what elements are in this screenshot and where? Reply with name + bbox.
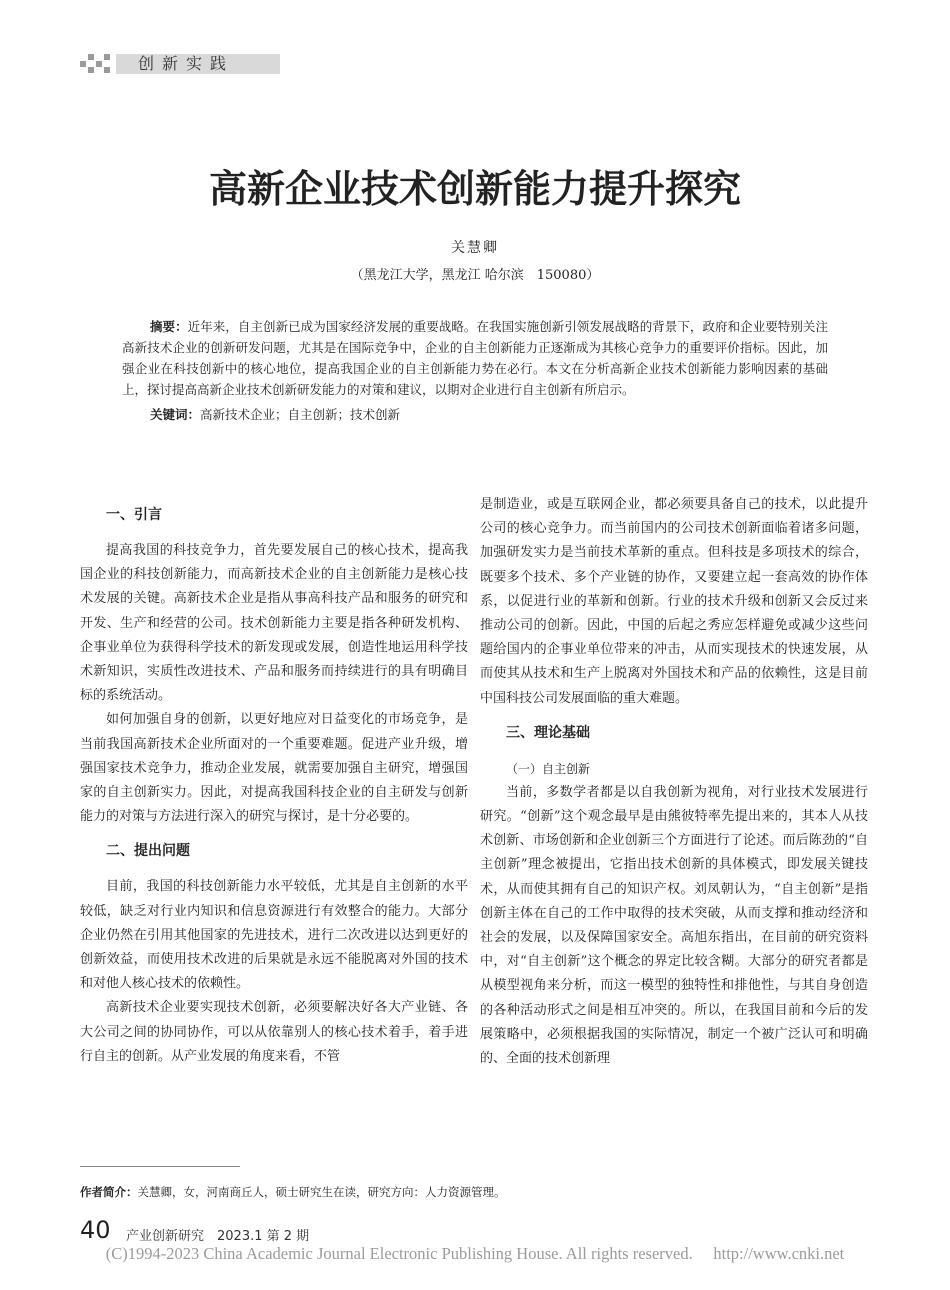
left-column bbox=[80, 493, 468, 1069]
paper-title: 高新企业技术创新能力提升探究 bbox=[208, 167, 741, 211]
subsection-heading: （一）自主创新 bbox=[506, 761, 591, 776]
paragraph: 如何加强自身的创新，以更好地应对日益变化的市场竞争，是当前我国高新技术企业所面对的一个重要难题。促进产业升级，增强国家技术竞争力，推动企业发展，就需要加强自主研究，增强国家的自主创新实力。因此，对提高我国科技企业的自主研发与创新能力的对策与方法进行深入的研究与探讨，是十分必要的。 bbox=[80, 712, 468, 825]
section-heading-theory: 三、理论基础 bbox=[506, 724, 590, 741]
abstract-label: 摘要： bbox=[150, 319, 188, 334]
footnote-divider bbox=[80, 1166, 240, 1167]
section-label: 创新实践 bbox=[116, 54, 280, 74]
author-affiliation: （黑龙江大学，黑龙江 哈尔滨 150080） bbox=[350, 268, 600, 283]
paragraph-continued: 是制造业，或是互联网企业，都必须要具备自己的技术，以此提升公司的核心竞争力。而当前国内的公司技术创新面临着诸多问题，加强研发实力是当前技术革新的重点。但科技是多项技术的综合，既要多个技术、多个产业链的协作，又要建立起一套高效的协作体系，以促进行业的革新和创新。行业的技术升级和创新又会反过来推动公司的创新。因此，中国的后起之秀应怎样避免或减少这些问题给国内的企事业单位带来的冲击，从而实现技术的快速发展，从而使其从技术和生产上脱离对外国技术和产品的依赖性，这是目前中国科技公司发展面临的重大难题。 bbox=[480, 497, 868, 706]
section-heading-problem: 二、提出问题 bbox=[106, 843, 190, 860]
paragraph: 提高我国的科技竞争力，首先要发展自己的核心技术，提高我国企业的科技创新能力，而高新技术企业的自主创新能力是核心技术发展的关键。高新技术企业是指从事高科技产品和服务的研究和开发、生产和经营的公司。技术创新能力主要是指各种研发机构、企事业单位为获得科学技术的新发现或发展，创造性地运用科学技术新知识，实质性改进技术、产品和服务而持续进行的具有明确目标的系统活动。 bbox=[80, 543, 468, 704]
paragraph: 高新技术企业要实现技术创新，必须要解决好各大产业链、各大公司之间的协同协作，可以从依靠别人的核心技术着手，着手进行自主的创新。从产业发展的角度来看，不管 bbox=[80, 1000, 468, 1064]
page-number: 40 bbox=[80, 1216, 111, 1244]
journal-info: 产业创新研究 2023.1 第 2 期 bbox=[126, 1229, 310, 1244]
paragraph: 当前，多数学者都是以自我创新为视角，对行业技术发展进行研究。“创新”这个观念最早是由熊彼特率先提出来的，其本人从技术创新、市场创新和企业创新三个方面进行了论述。而后陈劲的“自主创新”理念被提出，它指出技术创新的具体模式，即发展关键技术，从而使其拥有自己的知识产权。刘凤朝认为，“自主创新”是指创新主体在自己的工作中取得的技术突破，从而支撑和推动经济和社会的发展，以及保障国家安全。高旭东指出，在目前的研究资料中，对“自主创新”这个概念的界定比较含糊。大部分的研究者都是从模型视角来分析，而这一模型的独特性和排他性，与其自身创造的各种活动形式之间是相互冲突的。所以，在我国目前和今后的发展策略中，必须根据我国的实际情况，制定一个被广泛认可和明确的、全面的技术创新理 bbox=[480, 784, 868, 1067]
keywords-label: 关键词： bbox=[150, 407, 201, 422]
author-name: 关慧卿 bbox=[451, 240, 499, 256]
section-header bbox=[80, 54, 280, 74]
footnote-text: 关慧卿，女，河南商丘人，硕士研究生在读，研究方向：人力资源管理。 bbox=[137, 1185, 506, 1199]
header-decoration bbox=[80, 54, 120, 74]
right-column bbox=[480, 493, 868, 1071]
author-footnote bbox=[80, 1184, 506, 1200]
abstract-text: 近年来，自主创新已成为国家经济发展的重要战略。在我国实施创新引领发展战略的背景下，政府和企业要特别关注高新技术企业的创新研发问题，尤其是在国际竞争中，企业的自主创新能力正逐渐成为其核心竞争力的重要评价指标。因此，加强企业在科技创新中的核心地位，提高我国企业的自主创新能力势在必行。本文在分析高新企业技术创新能力影响因素的基础上，探讨提高高新企业技术创新研发能力的对策和建议，以期对企业进行自主创新有所启示。 bbox=[122, 319, 828, 397]
keywords-text: 高新技术企业；自主创新；技术创新 bbox=[200, 407, 401, 422]
copyright-watermark: (C)1994-2023 China Academic Journal Electronic Publishing House. All rights reserved. http://www.cnki.net bbox=[105, 1244, 845, 1263]
footnote-label: 作者简介： bbox=[80, 1185, 138, 1199]
paragraph: 目前，我国的科技创新能力水平较低，尤其是自主创新的水平较低，缺乏对行业内知识和信息资源进行有效整合的能力。大部分企业仍然在引用其他国家的先进技术，进行二次改进以达到更好的创新效益，而使用技术改进的后果就是永远不能脱离对外国的技术和对他人核心技术的依赖性。 bbox=[80, 879, 468, 992]
abstract bbox=[122, 316, 828, 425]
section-heading-introduction: 一、引言 bbox=[106, 507, 162, 523]
